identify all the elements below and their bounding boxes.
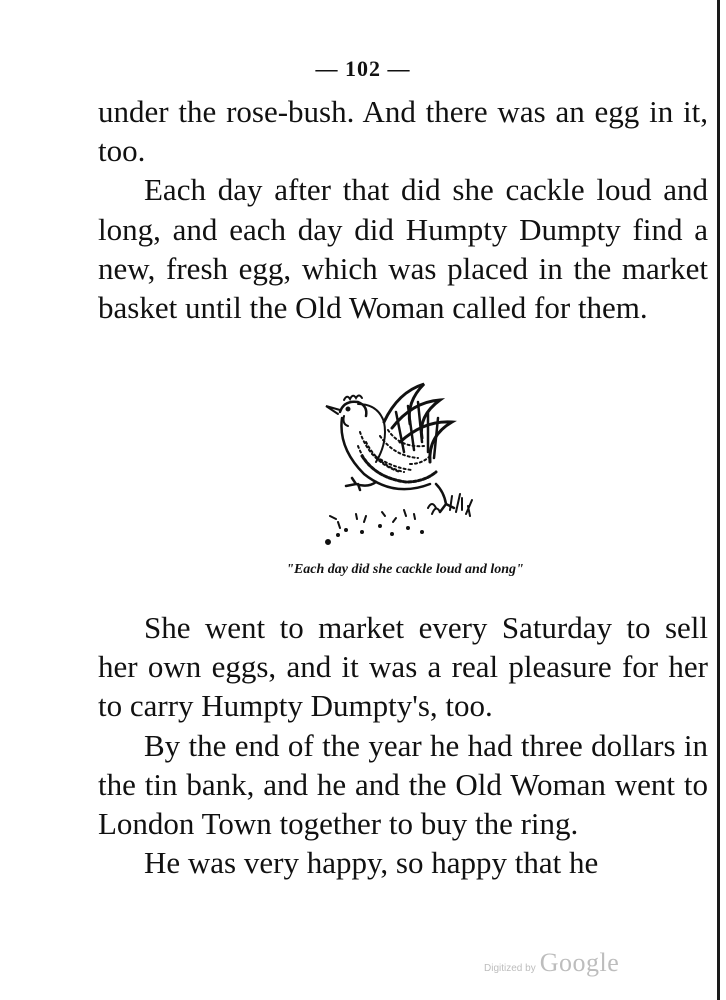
text-block-bottom: [98, 608, 708, 882]
paragraph-continued: under the rose-bush. And there was an egg in it, too.: [98, 94, 708, 169]
digitized-watermark: [484, 948, 619, 978]
paragraph: Each day after that did she cackle loud and long, and each day did Humpty Dumpty find a new, fresh egg, which was placed in the market basket until the Old Woman called for them.: [98, 172, 708, 326]
text-block-top: [98, 92, 708, 327]
paragraph: By the end of the year he had three dollars in the tin bank, and he and the Old Woman went to London Town together to buy the ring.: [98, 727, 708, 842]
page-number: — 102 —: [315, 56, 411, 81]
google-logo: Google: [539, 948, 620, 977]
page-edge-shadow: [717, 0, 720, 1000]
paragraph: He was very happy, so happy that he: [144, 845, 599, 881]
hen-illustration: [300, 372, 500, 552]
illustration-caption: "Each day did she cackle loud and long": [286, 562, 524, 577]
paragraph: She went to market every Saturday to sell her own eggs, and it was a real pleasure for her to carry Humpty Dumpty's, too.: [98, 610, 708, 724]
watermark-prefix: Digitized by: [484, 963, 536, 974]
